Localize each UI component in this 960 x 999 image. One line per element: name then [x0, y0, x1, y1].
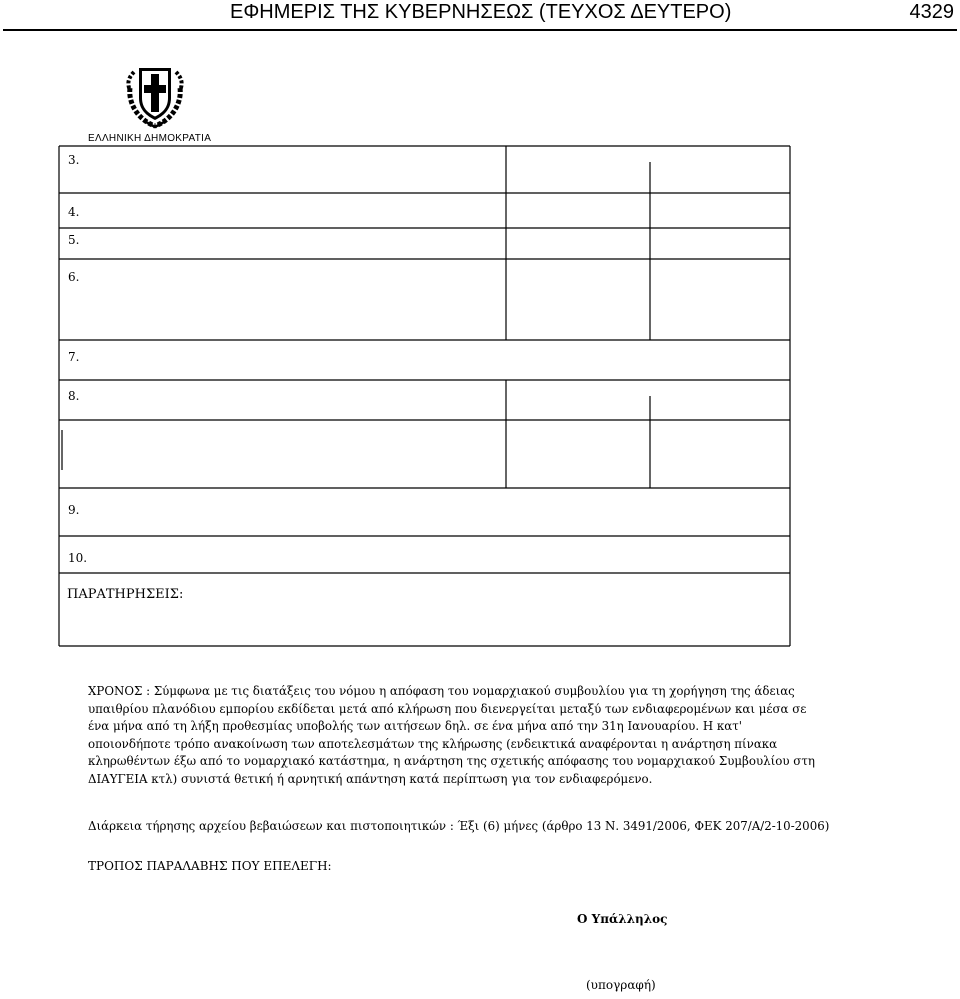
- page-number: 4329: [909, 1, 954, 23]
- time-paragraph: [88, 683, 828, 789]
- row-number: 4.: [68, 205, 80, 219]
- state-label: ΕΛΛΗΝΙΚΗ ΔΗΜΟΚΡΑΤΙΑ: [88, 133, 212, 144]
- gazette-title: ΕΦΗΜΕΡΙΣ ΤΗΣ ΚΥΒΕΡΝΗΣΕΩΣ (ΤΕΥΧΟΣ ΔΕΥΤΕΡΟ): [230, 1, 732, 23]
- signature-label: (υπογραφή): [586, 978, 656, 992]
- row-number: 10.: [68, 551, 88, 565]
- row-number: 3.: [68, 153, 80, 167]
- retention-note: Διάρκεια τήρησης αρχείου βεβαιώσεων και πιστοποιητικών : Έξι (6) μήνες (άρθρο 13 Ν. 3491/2006, ΦΕΚ 207/Α/2-10-2006): [88, 819, 830, 833]
- delivery-method-label: ΤΡΟΠΟΣ ΠΑΡΑΛΑΒΗΣ ΠΟΥ ΕΠΕΛΕΓΗ:: [88, 859, 332, 873]
- row-number: 8.: [68, 389, 80, 403]
- row-number: 6.: [68, 270, 80, 284]
- time-lead: ΧΡΟΝΟΣ :: [88, 684, 151, 698]
- row-number: 5.: [68, 233, 80, 247]
- time-text: Σύμφωνα με τις διατάξεις του νόμου η απόφαση του νομαρχιακού συμβουλίου για τη χορήγηση της άδειας υπαιθρίου πλανόδιου εμπορίου εκδίδεται μετά από κλήρωση που διενεργείται μεταξύ των ενδιαφερομένων και μέσα σε ένα μήνα από τη λήξη προθεσμίας υποβολής των αιτήσεων δηλ. σε ένα μήνα από την 31η Ιανουαρίου. Η κατ' οποιονδήποτε τρόπο ανακοίνωση των αποτελεσμάτων της κλήρωσης (ενδεικτικά αναφέρονται η ανάρτηση πίνακα κληρωθέντων έξω από το νομαρχιακό κατάστημα, η ανάρτηση της σχετικής απόφασης του νομαρχιακού Συμβουλίου στη ΔΙΑΥΓΕΙΑ κτλ) συνιστά θετική ή αρνητική απάντηση κατά περίπτωση για τον ενδιαφερόμενο.: [88, 684, 815, 786]
- remarks-label: ΠΑΡΑΤΗΡΗΣΕΙΣ:: [67, 587, 184, 602]
- row-number: 7.: [68, 350, 80, 364]
- employee-label: Ο Υπάλληλος: [577, 912, 668, 926]
- row-number: 9.: [68, 503, 80, 517]
